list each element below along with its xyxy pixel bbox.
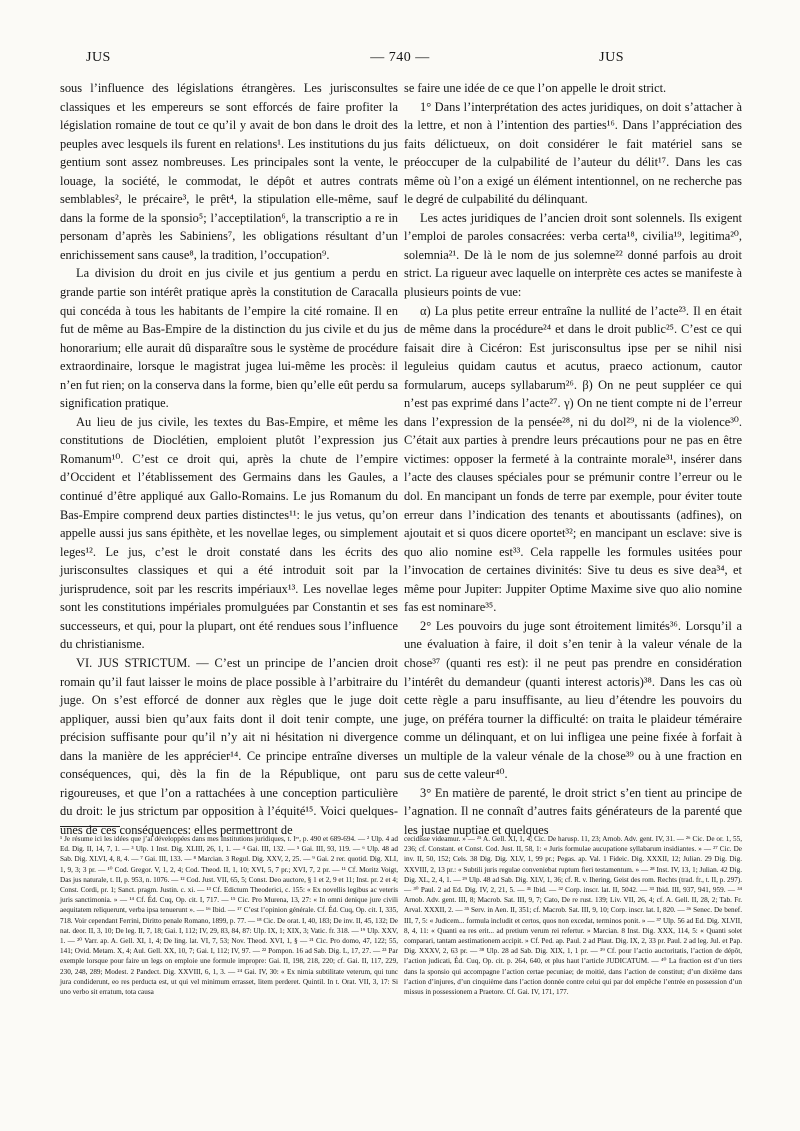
right-text-column: [404, 79, 742, 839]
paragraph-jus-strictum: VI. JUS STRICTUM. — C’est un principe de l’ancien droit romain qu’il faut laisser le moins de place possible à l’arbitraire du juge. On s’est efforcé de donner aux règles que le juge doit appliquer, aussi bien qu’aux faits dont il doit tenir compte, une précision suffisante pour qu’il n’y ait ni hésitation ni divergence dans la manière de les apprécier¹⁴. Ce principe entraîne diverses conséquences, qui, dès la fin de la République, ont paru rigoureuses, et que l’on a rattachées à une conception particulière du droit: le jus strictum par opposition à l’équité¹⁵. Voici quelques-unes de ces conséquences: elles permettront de: [60, 655, 398, 837]
footnote-block: cecidisse videamur. » — ²⁵ A. Gell. XI, 1, 4; Cic. De harusp. 11, 23; Arnob. Adv. gent. IV, 31. — ²⁶ Cic. De or. 1, 55, 236; cf. Constant. et Const. Cod. Just. II, 58, 1: « Juris formulae aucupatione syllabarum insidiantes. » — ²⁷ Cic. De inv. II, 50, 152; Cels. 38 Dig. Dig. XLV, 1, 99 pr.; Pegas. ap. Val. 1 Fideic. Dig. XXXII, 12; Julian. 29 Dig. Dig. XXVIII, 2, 13 pr.: « Subtili juris regulae conveniebat ruptum fieri testamentum. » — ²⁸ Inst. IV, 13, 1; Julian. 42 Dig. Dig. XL, 2, 4, 1. — ²⁹ Ulp. 48 ad Sab. Dig. XLV, 1, 36; cf. R. v. Ihering, Geist des rom. Rechts (trad. fr., t. II, p. 297). — ³⁰ Paul. 2 ad Ed. Dig. IV, 2, 21, 5. — ³¹ Ibid. — ³² Corp. inscr. lat. II, 5042. — ³³ Ibid. III, 937, 941, 959. — ³⁴ Arnob. Adv. gent. III, 8; Macrob. Sat. III, 9, 7; Cato, De re rust. 139; Liv. VII, 26, 4; cf. A. Gell. II, 28, 2; Tab. Fr. Arval. XXXII, 2. — ³⁵ Serv. in Aen. II, 351; cf. Macrob. Sat. III, 9, 10; Corp. inscr. lat. I, 820. — ³⁶ Senec. De benef. III, 7, 5: « Judicem... formula includit et certos, quos non excedat, terminos ponit. » — ³⁷ Ulp. 56 ad Ed. Dig. XLVII, 8, 4, 11: « Quanti ea res erit... ad pretium verum rei refertur. » Marcian. 8 Inst. Dig. XXX, 114, 5: « Quanti solet comparari, tantam aestimationem accipit. » Cf. Ped. ap. Paul. 2 ad Plaut. Dig. IX, 2, 33 pr. Paul. 2 ad leg. Jul. et Pap. Dig. XXXV, 2, 63 pr. — ³⁸ Ulp. 28 ad Sab. Dig. XIX, 1, 1 pr. — ³⁹ Cf. pour l’actio auctoritatis, l’action de dépôt, l’action judicati, Éd. Cuq, Op. cit. p. 264, 640, et plus haut l’article JUDICATUM. — ⁴⁰ La fraction est d’un tiers dans la sponsio qui accompagne l’action certae pecuniae; de moitié, dans l’action de constitut; d’un dixième dans l’action d’injures, d’un cinquième dans l’action donnée contre celui qui par dol empêche l’entrée en possession d’un missus in possessionem a Praetore. Cf. Gai. IV, 171, 177.: [404, 835, 742, 997]
paragraph: 2° Les pouvoirs du juge sont étroitement limités³⁶. Lorsqu’il a une évaluation à faire, il doit s’en tenir à la valeur vénale de la chose³⁷ (quanti res est): il ne peut pas prendre en considération l’intérêt du demandeur (quanti interest actoris)³⁸. Dans les cas où cette règle a paru insuffisante, au lieu d’étendre les pouvoirs du juge, on préféra tourner la difficulté: on traita le plaideur téméraire comme un délinquant, et on lui infligea une peine fixée à forfait à un multiple de la valeur vénale de la chose³⁹ ou à une fraction en sus de cette valeur⁴⁰.: [404, 618, 742, 782]
page-number: — 740 —: [370, 50, 430, 65]
left-text-column: [60, 79, 398, 839]
paragraph: Les actes juridiques de l’ancien droit sont solennels. Ils exigent l’emploi de paroles consacrées: verba certa¹⁸, civilia¹⁹, legitima²⁰, solemnia²¹. De là le nom de jus solemne²² donné parfois au droit strict. La rigueur avec laquelle on interprète ces actes se manifeste à plusieurs points de vue:: [404, 210, 742, 300]
running-header: [58, 50, 742, 72]
footnote-block: ¹ Je résume ici les idées que j’ai développées dans mes Institutions juridiques, t. Iᵉʳ, p. 490 et 689-694. — ² Ulp. 4 ad Ed. Dig. II, 14, 7, 1. — ³ Ulp. 1 Inst. Dig. XLIII, 26, 1, 1. — ⁴ Gai. III, 132. — ⁵ Gai. III, 93, 119. — ⁶ Ulp. 48 ad Sab. Dig. XLVI, 4, 8, 4. — ⁷ Gai. III, 133. — ⁸ Marcian. 3 Regul. Dig. XXV, 2, 25. — ⁹ Gai. 2 rer. quotid. Dig. XLI, 1, 9, 3; 3 pr. — ¹⁰ Cod. Gregor. V, 1, 2, 4; Cod. Theod. II, 1, 10; XVI, 5, 7 pr.; XVI, 7, 2 pr. — ¹¹ Cf. Moritz Voigt, Das jus naturale, t. II, p. 953, n. 1076. — ¹² Cod. Just. VII, 65, 5; Const. Deo auctore, § 1 et 2, 9 et 11; Inst. pr. 2 et 4; Const. Cordi, pr. 1; Sanct. pragm. Justin. c. xi. — ¹³ Cf. Edictum Theoderici, c. 155: « Ex novellis legibus ac veteris juris sanctimonia. » — ¹⁴ Cf. Éd. Cuq, Op. cit. I, 717. — ¹⁵ Cic. Pro Murena, 13, 27: « In omni denique jure civili aequitatem reliquerunt, verba ipsa tenuerunt ». — ¹⁶ Ibid. — ¹⁷ C’est l’opinion générale. Cf. Éd. Cuq, Op. cit. I, 335, 718. Voir cependant Ferrini, Diritto penale Romano, 1899, p. 77. — ¹⁸ Cic. De orat. I, 40, 183; De inv. II, 45, 132; De nat. deor. II, 3, 10; De leg. II, 7, 18; Gai. I, 112; IV, 29, 83, 84, 87: Ulp. IX, 1; XIX, 3; Vatic. fr. 318. — ¹⁹ Ulp. XXV, 1. — ²⁰ Varr. ap. A. Gell. XI, 1, 4; De ling. lat. VI, 7, 53; Nov. Theod. XVI, 1, § — ²¹ Cic. Pro domo, 47, 122; 55, 141; Ovid. Metam. X, 4; Aul. Gell. XX, 10, 7; Gai. I, 112; IV, 97. — ²² Pompon. 16 ad Sab. Dig. L, 17, 27. — ²³ Par exemple lorsque pour faire un legs on emploie une formule impropre: Gai. II, 198, 218, 220; cf. Gai. II, 117, 229, 230, 248, 289; Modest. 2 Pandect. Dig. XXVIII, 6, 1, 3. — ²⁴ Gai. IV, 30: « Ex nimia subtilitate veterum, qui tunc jura condiderunt, eo res perducta est, ut qui vel minimum errasset, litem perderet. Quintil. In t. Orat. VII, 3, 17: Si uno verbo sit erratum, tota causa: [60, 835, 398, 997]
paragraph: Au lieu de jus civile, les textes du Bas-Empire, et même les constitutions de Dioclétien, emploient plutôt l’expression jus Romanum¹⁰. C’est ce droit qui, après la chute de l’empire d’Occident et l’établissement des Germains dans les Gaules, a continué d’être appliqué aux Gallo-Romains. Le jus Romanum du Bas-Empire comprend deux parties distinctes¹¹: le jus vetus, qu’on appelle aussi jus sans épithète, et les novellae leges, ou simplement leges¹². Le jus, c’est le droit constaté dans les écrits des jurisconsultes classiques et qui a été introduit soit par la jurisprudence, soit par les rescrits impériaux¹³. Les novellae leges sont les constitutions impériales promulguées par Constantin et ses successeurs, et qui, pour la plupart, ont été rendues sous l’influence du christianisme.: [60, 414, 398, 652]
footnotes-right: [404, 834, 742, 997]
paragraph: α) La plus petite erreur entraîne la nullité de l’acte²³. Il en était de même dans la procédure²⁴ et dans le droit public²⁵. C’est ce qui faisait dire à Cicéron: Est jurisconsultus ipse per se nihil nisi leguleius quidam cautus et acutus, praeco actionum, cautor formularum, auceps syllabarum²⁶. β) On ne peut suppléer ce qui n’est pas exprimé dans l’acte²⁷. γ) On ne tient compte ni de l’erreur dans l’expression de la pensée²⁸, ni du dol²⁹, ni de la violence³⁰. C’était aux parties à prendre leurs précautions pour ne pas en être victimes: opposer la fermeté à la contrainte morale³¹, insérer dans l’acte des clauses spéciales pour se prémunir contre l’erreur ou le dol. En mancipant un fonds de terre par exemple, pour éviter toute erreur dans l’indication des tenants et aboutissants (adfines), on ajoutait et si quos dicere oportet³²; en mancipant un esclave: sive is quo alio nomine est³³. Cela rappelle les formules usitées pour l’invocation de certaines divinités: Sive tu deus es sive dea³⁴, et même pour Jupiter: Juppiter Optime Maxime sive quo alio nomine fas est nominare³⁵.: [404, 303, 742, 615]
header-right-word: JUS: [599, 50, 624, 65]
footnote-rule: [60, 826, 120, 827]
paragraph: se faire une idée de ce que l’on appelle le droit strict.: [404, 81, 667, 95]
header-left-word: JUS: [86, 50, 111, 65]
paragraph: 1° Dans l’interprétation des actes juridiques, on doit s’attacher à la lettre, et non à l’intention des parties¹⁶. Dans l’appréciation des faits délictueux, on doit considérer le fait matériel sans se préoccuper de la culpabilité de l’auteur du délit¹⁷. Dans les cas même où l’on a exigé un élément intentionnel, on ne recherche pas le degré de culpabilité du délinquant.: [404, 99, 742, 207]
paragraph: 3° En matière de parenté, le droit strict s’en tient au principe de l’agnation. Il ne connaît d’autres faits générateurs de la parenté que les justae nuptiae et quelques: [404, 785, 742, 837]
paragraph: sous l’influence des législations étrangères. Les jurisconsultes classiques et les empereurs se sont efforcés de faire profiter la législation romaine de tout ce qu’il y avait de bon dans le droit des peuples avec lesquels ils furent en relations¹. Les institutions du jus gentium sont assez nombreuses. Les principales sont la vente, le louage, la société, le commodat, le dépôt et autres contrats semblables², le précaire³, le prêt⁴, la stipulation elle-même, sauf dans la forme de la sponsio⁵; l’acceptilation⁶, la transcriptio a re in personam d’après les Sabiniens⁷, les obligations résultant d’un enrichissement sans cause⁸, la tradition, l’occupation⁹.: [60, 81, 398, 262]
footnotes-left: [60, 834, 398, 997]
paragraph: La division du droit en jus civile et jus gentium a perdu en grande partie son intérêt pratique après la constitution de Caracalla qui concéda à tous les habitants de l’empire la cité romaine. Il en fut de même au Bas-Empire de la distinction du jus civile et du jus honorarium; elle aurait dû disparaître sous le système de procédure extraordinaire, lorsque le magistrat jugea lui-même les procès: il n’en fut rien; on la conserva dans la forme, bien qu’elle eût perdu sa signification pratique.: [60, 266, 398, 411]
